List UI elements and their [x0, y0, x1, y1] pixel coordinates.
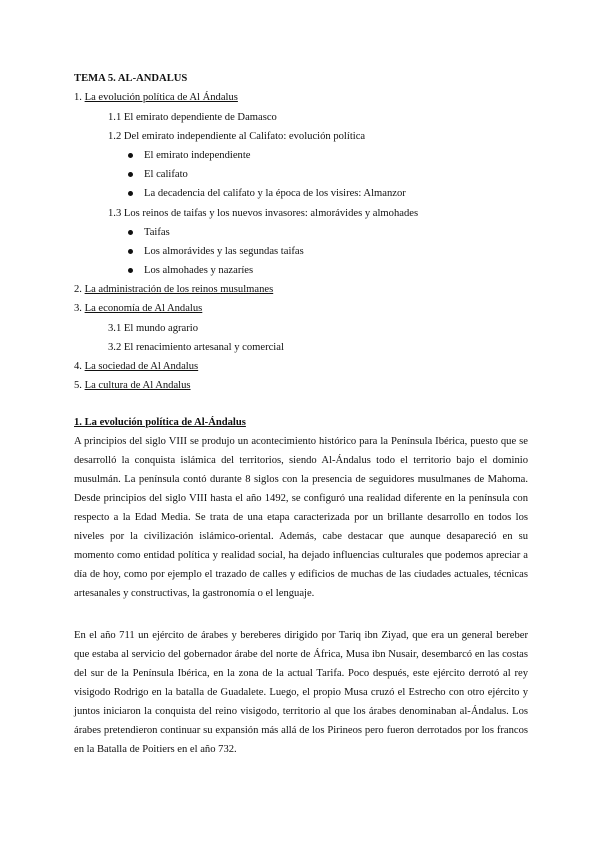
outline-item-4 [74, 360, 198, 373]
body-paragraph: En el año 711 un ejército de árabes y bereberes dirigido por Tariq ibn Ziyad, que era un general bereber que estaba al servicio del gobernador árabe del norte de África, Musa ibn Nusair, desembarcó en las costas del sur de la Península Ibérica, en la zona de la actual Tarifa. Poco después, este ejército derrotó al rey visigodo Rodrigo en la batalla de Guadalete. Luego, el propio Musa cruzó el Estrecho con otro ejército y juntos iniciaron la conquista del reino visigodo, territorio al que los árabes denominaban al-Ándalus. Los árabes pretendieron continuar su expansión más allá de los Pirineos pero fueron derrotados por los francos en la Batalla de Poitiers en el año 732. [74, 630, 528, 755]
outline-item-1 [74, 91, 238, 104]
bullet-item: Los almohades y nazaríes [144, 265, 254, 276]
bullet-item: El califato [144, 169, 188, 180]
outline-item-3-1: 3.1 El mundo agrario [108, 323, 199, 334]
outline-number: 3. [74, 303, 82, 314]
section-heading: 1. La evolución política de Al-Ándalus [74, 417, 246, 428]
outline-item-5 [74, 379, 191, 392]
outline-label: La economía de Al Andalus [84, 303, 203, 314]
outline-label: La evolución política de Al Ándalus [84, 92, 238, 103]
outline-number: 4. [74, 361, 82, 372]
bullet-item: Taifas [144, 227, 170, 238]
outline-item-1-3: 1.3 Los reinos de taifas y los nuevos invasores: almorávides y almohades [108, 208, 419, 219]
document-title: TEMA 5. AL-ANDALUS [74, 73, 188, 84]
outline-label: La administración de los reinos musulmanes [84, 284, 274, 295]
body-paragraph: A principios del siglo VIII se produjo un acontecimiento histórico para la Península Ibérica, puesto que se desarrolló la conquista islámica del territorios, siendo Al-Ándalus todo el territorio bajo el dominio musulmán. La península contó durante 8 siglos con la presencia de seguidores musulmanes de Mahoma. Desde principios del siglo VIII hasta el año 1492, se configuró una realidad diferente en la península con respecto a la Edad Media. Se trata de una etapa caracterizada por un brillante desarrollo en todos los niveles por la civilización islámico-oriental. Además, cabe destacar que aunque desapareció en su momento como entidad política y realidad social, ha dejado influencias culturales que podemos apreciar a día de hoy, como por ejemplo el trazado de calles y edificios de muchas de las ciudades actuales, técnicas artesanales y constructivas, la gastronomía o el lenguaje. [74, 436, 528, 599]
bullet-item: Los almorávides y las segundas taifas [144, 246, 304, 257]
outline-item-1-1: 1.1 El emirato dependiente de Damasco [108, 112, 277, 123]
bullet-item: El emirato independiente [144, 150, 251, 161]
outline-item-2 [74, 283, 273, 296]
outline-number: 2. [74, 284, 82, 295]
outline-item-1-2: 1.2 Del emirato independiente al Califato: evolución política [108, 131, 366, 142]
outline-item-3-2: 3.2 El renacimiento artesanal y comercial [108, 342, 284, 353]
bullet-item: La decadencia del califato y la época de los visires: Almanzor [144, 188, 406, 199]
outline-number: 1. [74, 92, 82, 103]
outline-label: La sociedad de Al Andalus [84, 361, 199, 372]
outline-label: La cultura de Al Andalus [84, 380, 191, 391]
outline-number: 5. [74, 380, 82, 391]
outline-item-3 [74, 302, 202, 315]
